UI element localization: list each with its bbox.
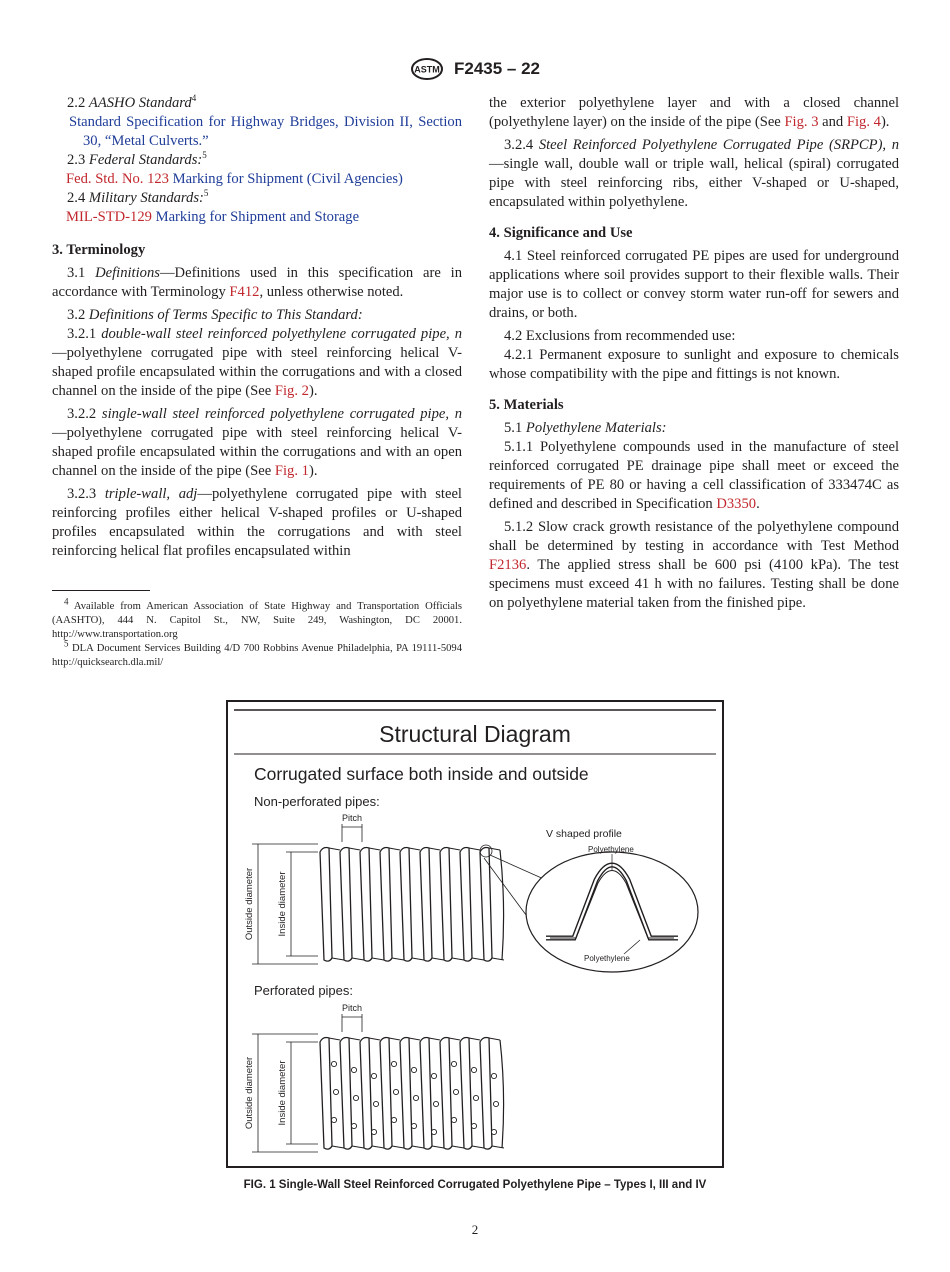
para-3-2: 3.2 Definitions of Terms Specific to This Standard:	[67, 307, 363, 323]
diagram-subtitle: Corrugated surface both inside and outside	[254, 764, 589, 784]
pipe-rib	[360, 1038, 372, 1150]
perforation-hole	[391, 1061, 396, 1066]
fig-2-link[interactable]: Fig. 2	[274, 383, 309, 399]
footnote-4: $^4$ Available from American Association of State Highway and Transportation Officials (AASHTO), 444 N. Capitol St., NW, Suite 249, Washington, DC 20001. http://www.transportation.org	[52, 596, 462, 640]
pitch-label-bottom: Pitch	[341, 1003, 363, 1013]
pipe-rib	[340, 1038, 352, 1150]
pipe-rib	[480, 848, 492, 962]
fig-1-link[interactable]: Fig. 1	[274, 463, 309, 479]
fed-std-link[interactable]: Fed. Std. No. 123	[66, 171, 169, 187]
section-2-4: 2.4 Military Standards:$^5$	[67, 188, 209, 206]
outside-diameter-label-bottom: Outside diameter	[244, 1056, 255, 1130]
right-column	[489, 94, 899, 617]
perforation-hole	[431, 1073, 436, 1078]
perforation-hole	[451, 1061, 456, 1066]
perforation-hole	[333, 1089, 338, 1094]
para-5-1-1: 5.1.1 Polyethylene compounds used in the manufacture of steel reinforced corrugated PE drainage pipe shall meet or exceed the requirements of PE 80 or having a cell classification of 333474C as defined and described in Specification D3350.	[489, 439, 899, 512]
pitch-label-top: Pitch	[341, 813, 363, 823]
federal-standard-reference	[66, 170, 462, 189]
perforation-hole	[411, 1067, 416, 1072]
perforation-hole	[373, 1101, 378, 1106]
military-standard-reference	[66, 208, 462, 227]
inside-diameter-label-top: Inside diameter	[277, 871, 288, 937]
svg-text:ASTM: ASTM	[414, 64, 440, 75]
perforation-hole	[413, 1095, 418, 1100]
perforation-hole	[371, 1129, 376, 1134]
perforation-hole	[491, 1129, 496, 1134]
pipe-rib	[460, 1038, 472, 1150]
para-3-2-1: 3.2.1 double-wall steel reinforced polyethylene corrugated pipe, n—polyethylene corrugated pipe with steel reinforcing helical V-shaped profile encapsulated within the corrugations and with a closed channel on the inside of the pipe (See Fig. 2).	[52, 326, 462, 399]
section-3-heading: 3. Terminology	[52, 242, 146, 258]
nonperforated-pipe-drawing	[320, 848, 504, 962]
fig-3-link[interactable]: Fig. 3	[784, 114, 819, 130]
pipe-rib	[420, 1038, 432, 1150]
fig-4-link[interactable]: Fig. 4	[846, 114, 881, 130]
para-3-2-4: 3.2.4 Steel Reinforced Polyethylene Corrugated Pipe (SRPCP), n—single wall, double wall or triple wall, helical (spiral) corrugated pipe with steel reinforcing ribs, either V-shaped or U-shaped, encapsulated within polyethylene.	[489, 137, 899, 210]
nonperforated-label: Non-perforated pipes:	[254, 794, 380, 809]
footnote-divider	[52, 590, 150, 591]
inside-diameter-label-bottom: Inside diameter	[277, 1060, 288, 1126]
pipe-rib	[440, 1038, 452, 1150]
perforation-hole	[393, 1089, 398, 1094]
perforated-pipe-drawing	[320, 1038, 504, 1150]
pipe-rib	[400, 1038, 412, 1150]
para-3-2-3: 3.2.3 triple-wall, adj—polyethylene corrugated pipe with steel reinforcing profiles either helical V-shaped profiles or U-shaped profiles encapsulated within the corrugations and with steel reinforcing helical flat profiles encapsulated within	[52, 486, 462, 559]
aasho-reference	[69, 113, 462, 151]
diagram-title: Structural Diagram	[379, 721, 571, 747]
perforation-hole	[471, 1123, 476, 1128]
perforation-hole	[473, 1095, 478, 1100]
astm-logo-icon	[410, 58, 444, 80]
f412-link[interactable]: F412	[229, 284, 260, 300]
perforation-hole	[351, 1123, 356, 1128]
page-header	[0, 58, 950, 80]
pipe-rib	[440, 848, 452, 962]
perforation-hole	[491, 1073, 496, 1078]
para-4-1: 4.1 Steel reinforced corrugated PE pipes are used for underground applications where soil provides support to their flexible walls. Their major use is to collect or convey storm water run-off for sewers and drains, or both.	[489, 248, 899, 321]
structural-diagram	[228, 702, 722, 1166]
para-3-2-3-continued: the exterior polyethylene layer and with a closed channel (polyethylene layer) on the inside of the pipe (See Fig. 3 and Fig. 4).	[489, 95, 899, 130]
para-5-1: 5.1 Polyethylene Materials:	[504, 420, 667, 436]
footnote-5: $^5$ DLA Document Services Building 4/D 700 Robbins Avenue Philadelphia, PA 19111-5094 http://quicksearch.dla.mil/	[52, 638, 463, 668]
section-2-2: 2.2 AASHO Standard$^4$	[67, 93, 197, 111]
pipe-rib	[400, 848, 412, 962]
perforation-hole	[391, 1117, 396, 1122]
section-5-heading: 5. Materials	[489, 397, 564, 413]
figure-1-box	[226, 700, 724, 1168]
perforation-hole	[371, 1073, 376, 1078]
perforation-hole	[351, 1067, 356, 1072]
perforation-hole	[471, 1067, 476, 1072]
para-3-1: 3.1 Definitions—Definitions used in this specification are in accordance with Terminology F412, unless otherwise noted.	[52, 265, 463, 300]
section-4-heading: 4. Significance and Use	[489, 225, 633, 241]
aasho-reference-link[interactable]: Standard Specification for Highway Bridges, Division II, Section 30, “Metal Culverts.”	[69, 114, 462, 149]
perforated-label: Perforated pipes:	[254, 983, 354, 998]
para-4-2-1: 4.2.1 Permanent exposure to sunlight and exposure to chemicals whose compatibility with the pipe and fittings is not known.	[489, 347, 899, 382]
pipe-rib	[360, 848, 372, 962]
left-column	[52, 94, 462, 565]
page-number: 2	[471, 1222, 479, 1237]
f2136-link[interactable]: F2136	[489, 557, 527, 573]
document-designation: F2435 – 22	[453, 59, 540, 78]
para-4-2: 4.2 Exclusions from recommended use:	[504, 328, 736, 344]
pipe-rib	[320, 848, 332, 962]
pipe-rib	[380, 848, 392, 962]
perforation-hole	[453, 1089, 458, 1094]
pipe-rib	[320, 1038, 332, 1150]
fed-std-title-link[interactable]: Marking for Shipment (Civil Agencies)	[172, 171, 403, 187]
outside-diameter-label-top: Outside diameter	[244, 867, 255, 941]
para-5-1-2: 5.1.2 Slow crack growth resistance of the polyethylene compound shall be determined by testing in accordance with Test Method F2136. The applied stress shall be 600 psi (4100 kPa). The test specimens must exceed 41 h with no failures. Testing shall be done on polyethylene material taken from the finished pipe.	[489, 519, 899, 611]
section-2-3: 2.3 Federal Standards:$^5$	[67, 150, 207, 168]
perforation-hole	[331, 1117, 336, 1122]
pipe-rib	[340, 848, 352, 962]
perforation-hole	[451, 1117, 456, 1122]
mil-std-link[interactable]: MIL-STD-129	[66, 209, 152, 225]
pipe-rib	[420, 848, 432, 962]
pipe-rib	[460, 848, 472, 962]
mil-std-title-link[interactable]: Marking for Shipment and Storage	[155, 209, 360, 225]
pipe-rib	[380, 1038, 392, 1150]
perforation-hole	[493, 1101, 498, 1106]
d3350-link[interactable]: D3350	[716, 496, 757, 512]
figure-1-caption: FIG. 1 Single-Wall Steel Reinforced Corrugated Polyethylene Pipe – Types I, III and IV	[243, 1179, 707, 1191]
perforation-hole	[353, 1095, 358, 1100]
perforation-hole	[431, 1129, 436, 1134]
perforation-hole	[411, 1123, 416, 1128]
perforation-hole	[433, 1101, 438, 1106]
para-3-2-2: 3.2.2 single-wall steel reinforced polyethylene corrugated pipe, n—polyethylene corrugated pipe with steel reinforcing helical V-shaped profile encapsulated within the corrugations and with an open channel on the inside of the pipe (See Fig. 1).	[52, 406, 462, 479]
v-profile-label: V shaped profile	[546, 828, 622, 840]
perforation-hole	[331, 1061, 336, 1066]
pipe-rib	[480, 1038, 492, 1150]
polyethylene-label-bottom: Polyethylene	[584, 954, 630, 963]
polyethylene-label-top: Polyethylene	[588, 845, 634, 854]
